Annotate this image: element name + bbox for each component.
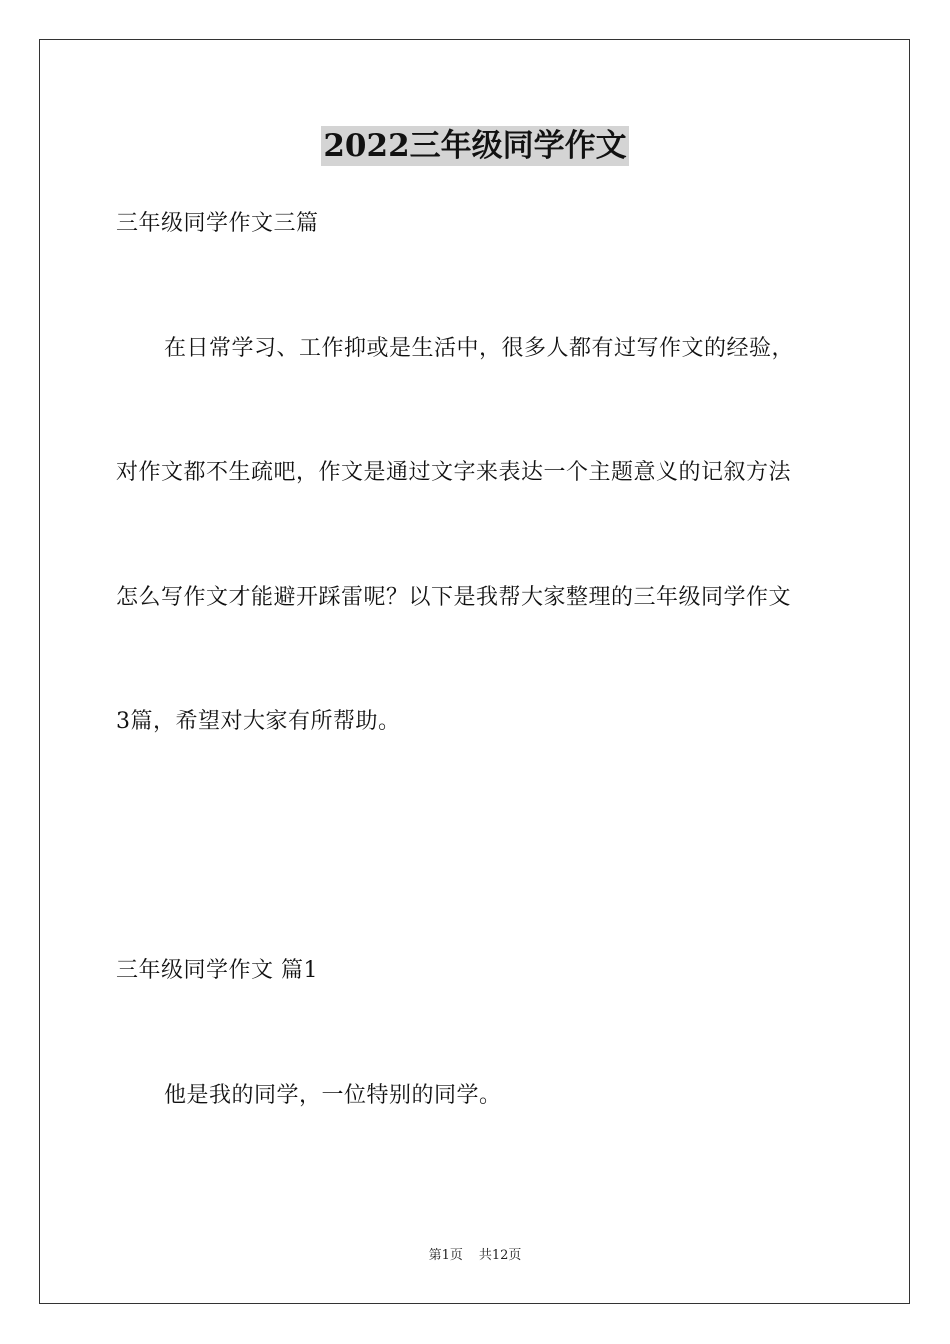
- intro-line-2: 对作文都不生疏吧，作文是通过文字来表达一个主题意义的记叙方法: [116, 460, 792, 485]
- section-first-line: 他是我的同学，一位特别的同学。: [164, 1083, 502, 1108]
- document-subtitle: 三年级同学作文三篇: [116, 211, 319, 236]
- intro-line-1: 在日常学习、工作抑或是生活中，很多人都有过写作文的经验，: [164, 336, 795, 361]
- page-footer: [0, 1246, 950, 1266]
- intro-line-4: 3篇，希望对大家有所帮助。: [116, 709, 401, 734]
- title-container: [0, 126, 950, 166]
- section-heading: 三年级同学作文 篇1: [116, 958, 318, 983]
- document-title: 2022三年级同学作文: [323, 128, 627, 164]
- intro-line-3: 怎么写作文才能避开踩雷呢？以下是我帮大家整理的三年级同学作文: [116, 585, 792, 610]
- page-number: 第1页: [428, 1248, 463, 1263]
- total-pages: 共12页: [478, 1248, 522, 1263]
